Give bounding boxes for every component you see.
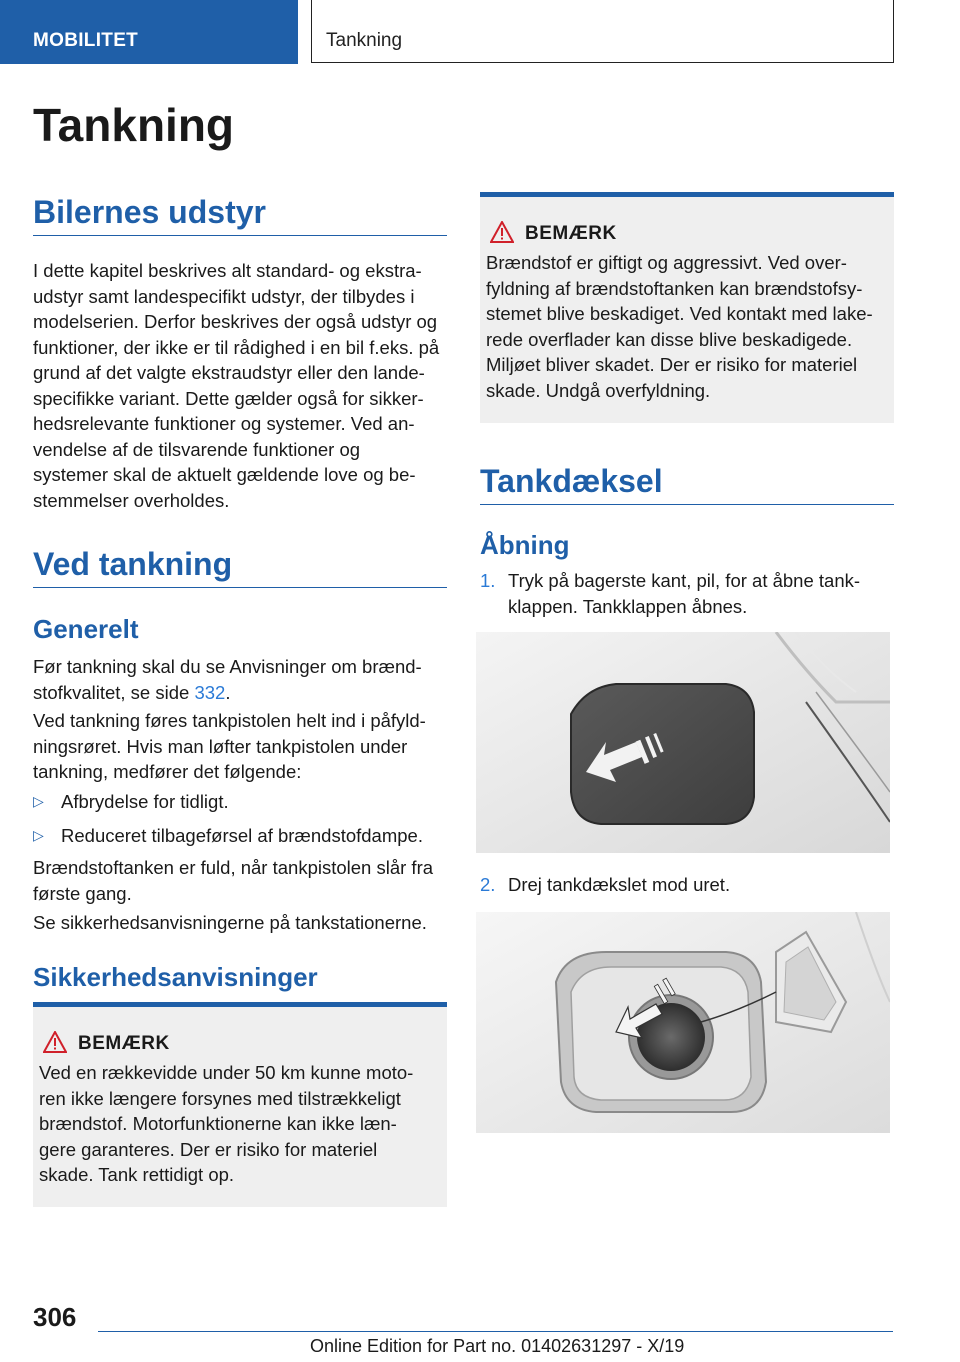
heading-rule: [480, 504, 894, 505]
text-line: I dette kapitel beskrives alt standard- og ekstra-: [33, 260, 422, 281]
text-line: gere garanteres. Der er risiko for materiel: [39, 1138, 378, 1160]
generelt-paragraph-3: [33, 855, 433, 906]
text-line: klappen. Tankklappen åbnes.: [508, 595, 748, 617]
warning-triangle-icon: [43, 1031, 67, 1053]
text-line: Ved en rækkevidde under 50 km kunne moto-: [39, 1062, 414, 1083]
text-line: fyldning af brændstoftanken kan brændstofsy-: [486, 277, 863, 299]
text-line: udstyr samt landespecifikt udstyr, der tilbydes i: [33, 285, 415, 307]
text-line: Miljøet bliver skadet. Der er risiko for materiel: [486, 354, 858, 375]
text-line: Brændstof er giftigt og aggressivt. Ved over-: [486, 252, 847, 273]
warning-triangle-icon: [490, 221, 514, 243]
notice-box: [480, 192, 894, 423]
heading-generelt: Generelt: [33, 614, 139, 644]
footer-edition-text: Online Edition for Part no. 01402631297 - X/19: [310, 1336, 685, 1356]
heading-sikkerhedsanvisninger: Sikkerhedsanvisninger: [33, 962, 318, 992]
heading-rule: [33, 235, 447, 236]
notice-body: [39, 1060, 413, 1188]
heading-rule: [33, 587, 447, 588]
text-line: stemet blive beskadiget. Ved kontakt med lake-: [486, 303, 873, 324]
text-line: ren ikke længere forsynes med tilstrækkeligt: [39, 1087, 401, 1109]
page-number: 306: [33, 1302, 77, 1332]
notice-title: BEMÆRK: [525, 223, 617, 244]
text-line: ningsrøret. Hvis man løfter tankpistolen under: [33, 735, 408, 757]
heading-tankdaeksel: Tankdæksel: [480, 463, 663, 499]
text-line: hedsrelevante funktioner og systemer. Ved an-: [33, 413, 415, 434]
text-line: Tryk på bagerste kant, pil, for at åbne tank-: [508, 570, 861, 591]
text-line: Ved tankning føres tankpistolen helt ind i påfyld-: [33, 710, 426, 731]
footer-rule: [98, 1331, 893, 1332]
section-tab: [0, 0, 298, 64]
generelt-paragraph-4: Se sikkerhedsanvisningerne på tankstationerne.: [33, 912, 427, 933]
notice-box: [33, 1002, 447, 1207]
text-line: systemer skal de aktuelt gældende love og be-: [33, 464, 416, 485]
heading-bilernes-udstyr: Bilernes udstyr: [33, 194, 266, 230]
text-line: vendelse af de tilsvarende funktioner og: [33, 438, 361, 460]
text-line: skade. Undgå overfyldning.: [486, 379, 711, 401]
step-number: 2.: [480, 874, 496, 895]
page-link[interactable]: 332: [194, 681, 226, 703]
chapter-label: Tankning: [326, 30, 403, 51]
notice-title: BEMÆRK: [78, 1033, 170, 1054]
text-line: skade. Tank rettidigt op.: [39, 1164, 235, 1185]
step-number: 1.: [480, 570, 496, 591]
generelt-paragraph-1: [33, 654, 422, 705]
intro-paragraph: [33, 258, 439, 513]
chapter-box: [311, 0, 894, 63]
heading-ved-tankning: Ved tankning: [33, 546, 233, 582]
fuel-flap-closed-image: [476, 632, 890, 853]
text-line: specifikke variant. Dette gælder også for sikker-: [33, 387, 424, 409]
text-line: første gang.: [33, 882, 132, 904]
page-title: Tankning: [33, 99, 235, 151]
triangle-bullet-icon: ▷: [33, 827, 44, 843]
text-line: grund af det valgte ekstraudstyr eller den lande-: [33, 362, 425, 383]
text-line: funktioner, der ikke er til rådighed i en bil f.eks. på: [33, 336, 440, 358]
text-line: brændstof. Motorfunktionerne kan ikke læn-: [39, 1113, 397, 1134]
generelt-paragraph-2: [33, 708, 426, 785]
text-line: rede overflader kan disse blive beskadigede.: [486, 328, 853, 350]
heading-aabning: Åbning: [480, 530, 570, 560]
notice-body: [486, 250, 873, 403]
fuel-cap-open-image: [476, 912, 890, 1133]
text-line: Før tankning skal du se Anvisninger om brænd-: [33, 656, 422, 677]
text-line: modelserien. Derfor beskrives der også udstyr og: [33, 311, 438, 332]
section-label: MOBILITET: [33, 30, 139, 51]
text-line: tankning, medfører det følgende:: [33, 761, 302, 782]
triangle-bullet-icon: ▷: [33, 793, 44, 809]
step-text: Drej tankdækslet mod uret.: [508, 874, 731, 895]
text-line: stofkvalitet, se side 332.: [33, 681, 231, 703]
text-line: stemmelser overholdes.: [33, 489, 230, 511]
text-line: Brændstoftanken er fuld, når tankpistolen slår fra: [33, 857, 434, 878]
step-text: [508, 568, 860, 619]
